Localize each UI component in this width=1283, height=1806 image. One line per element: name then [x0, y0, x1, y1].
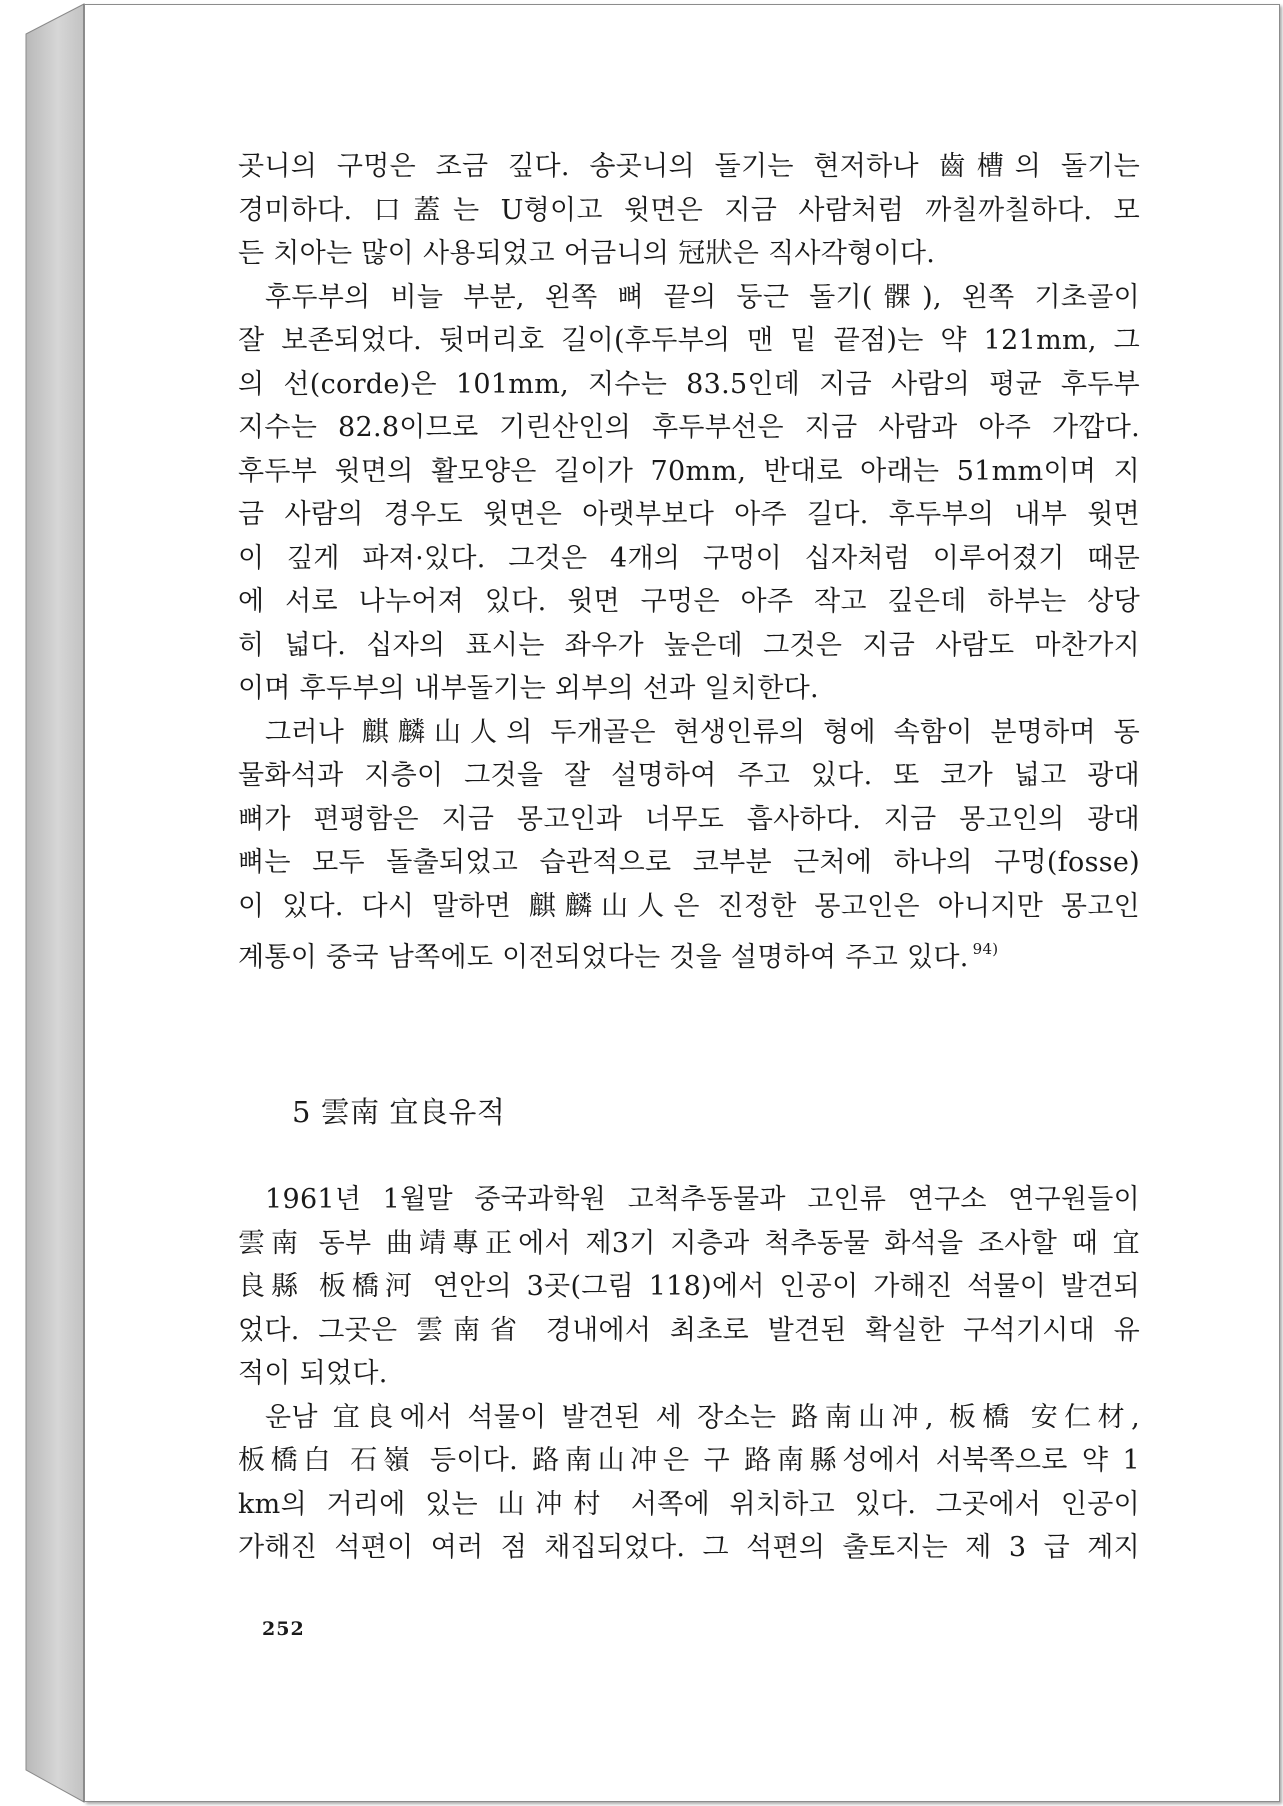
text-line: km의 거리에 있는 山冲村 서쪽에 위치하고 있다. 그곳에서 인공이	[238, 1488, 1140, 1520]
text-line: 板橋白 石嶺 등이다. 路南山冲은 구 路南縣성에서 서북쪽으로 약 1	[238, 1445, 1140, 1476]
text-line: 그러나 麒麟山人의 두개골은 현생인류의 형에 속함이 분명하며 동	[265, 716, 1140, 748]
text-line: 계통이 중국 남쪽에도 이전되었다는 것을 설명하여 주고 있다.	[238, 942, 969, 972]
text-line: 이 있다. 다시 말하면 麒麟山人은 진정한 몽고인은 아니지만 몽고인	[238, 890, 1140, 922]
text-line: 뼈는 모두 돌출되었고 습관적으로 코부분 근처에 하나의 구멍(fosse)	[238, 847, 1140, 878]
text-line: 잘 보존되었다. 뒷머리호 길이(후두부의 맨 밑 끝점)는 약 121mm, 그	[238, 325, 1140, 356]
text-line: 가해진 석편이 여러 점 채집되었다. 그 석편의 출토지는 제 3 급 계지	[238, 1532, 1140, 1563]
page-number: 252	[262, 1618, 305, 1640]
footnote-marker: 94)	[972, 940, 999, 958]
text-line: 든 치아는 많이 사용되었고 어금니의 冠狀은 직사각형이다.	[238, 238, 936, 269]
text-line: 히 넓다. 십자의 표시는 좌우가 높은데 그것은 지금 사람도 마찬가지	[238, 629, 1140, 661]
text-line: 후두부 윗면의 활모양은 길이가 70mm, 반대로 아래는 51mm이며 지	[238, 455, 1140, 487]
text-line: 었다. 그곳은 雲南省 경내에서 최초로 발견된 확실한 구석기시대 유	[238, 1314, 1140, 1346]
text-line: 에 서로 나누어져 있다. 윗면 구멍은 아주 작고 깊은데 하부는 상당	[238, 586, 1140, 617]
text-line: 물화석과 지층이 그것을 잘 설명하여 주고 있다. 또 코가 넓고 광대	[238, 760, 1140, 791]
text-line: 경미하다. 口蓋는 U형이고 윗면은 지금 사람처럼 까칠까칠하다. 모	[238, 194, 1140, 226]
section-heading: 5 雲南 宜良유적	[292, 1095, 506, 1129]
text-line: 1961년 1월말 중국과학원 고척추동물과 고인류 연구소 연구원들이	[265, 1184, 1140, 1215]
text-line: 뼈가 편평함은 지금 몽고인과 너무도 흡사하다. 지금 몽고인의 광대	[238, 803, 1140, 835]
text-line: 후두부의 비늘 부분, 왼쪽 뼈 끝의 둥근 돌기(髁), 왼쪽 기초골이	[265, 281, 1140, 313]
text-line: 곳니의 구멍은 조금 깊다. 송곳니의 돌기는 현저하나 齒槽의 돌기는	[238, 151, 1140, 182]
text-line-with-footnote	[238, 928, 1140, 972]
text-line: 이 깊게 파져·있다. 그것은 4개의 구멍이 십자처럼 이루어졌기 때문	[238, 542, 1140, 574]
text-line: 적이 되었다.	[238, 1358, 388, 1389]
text-line: 운남 宜良에서 석물이 발견된 세 장소는 路南山冲, 板橋 安仁材,	[265, 1401, 1140, 1433]
body-text-upper	[238, 145, 1140, 972]
body-text-lower	[238, 1178, 1140, 1570]
text-line: 雲南 동부 曲靖專正에서 제3기 지층과 척추동물 화석을 조사할 때 宜	[238, 1227, 1140, 1259]
text-line: 이며 후두부의 내부돌기는 외부의 선과 일치한다.	[238, 673, 819, 704]
text-line: 지수는 82.8이므로 기린산인의 후두부선은 지금 사람과 아주 가깝다.	[238, 412, 1140, 443]
text-line: 금 사람의 경우도 윗면은 아랫부보다 아주 길다. 후두부의 내부 윗면	[238, 499, 1140, 530]
text-line: 의 선(corde)은 101mm, 지수는 83.5인데 지금 사람의 평균 후두부	[238, 368, 1140, 400]
text-line: 良縣 板橋河 연안의 3곳(그림 118)에서 인공이 가해진 석물이 발견되	[238, 1271, 1140, 1302]
book-spine-face	[26, 4, 84, 1802]
